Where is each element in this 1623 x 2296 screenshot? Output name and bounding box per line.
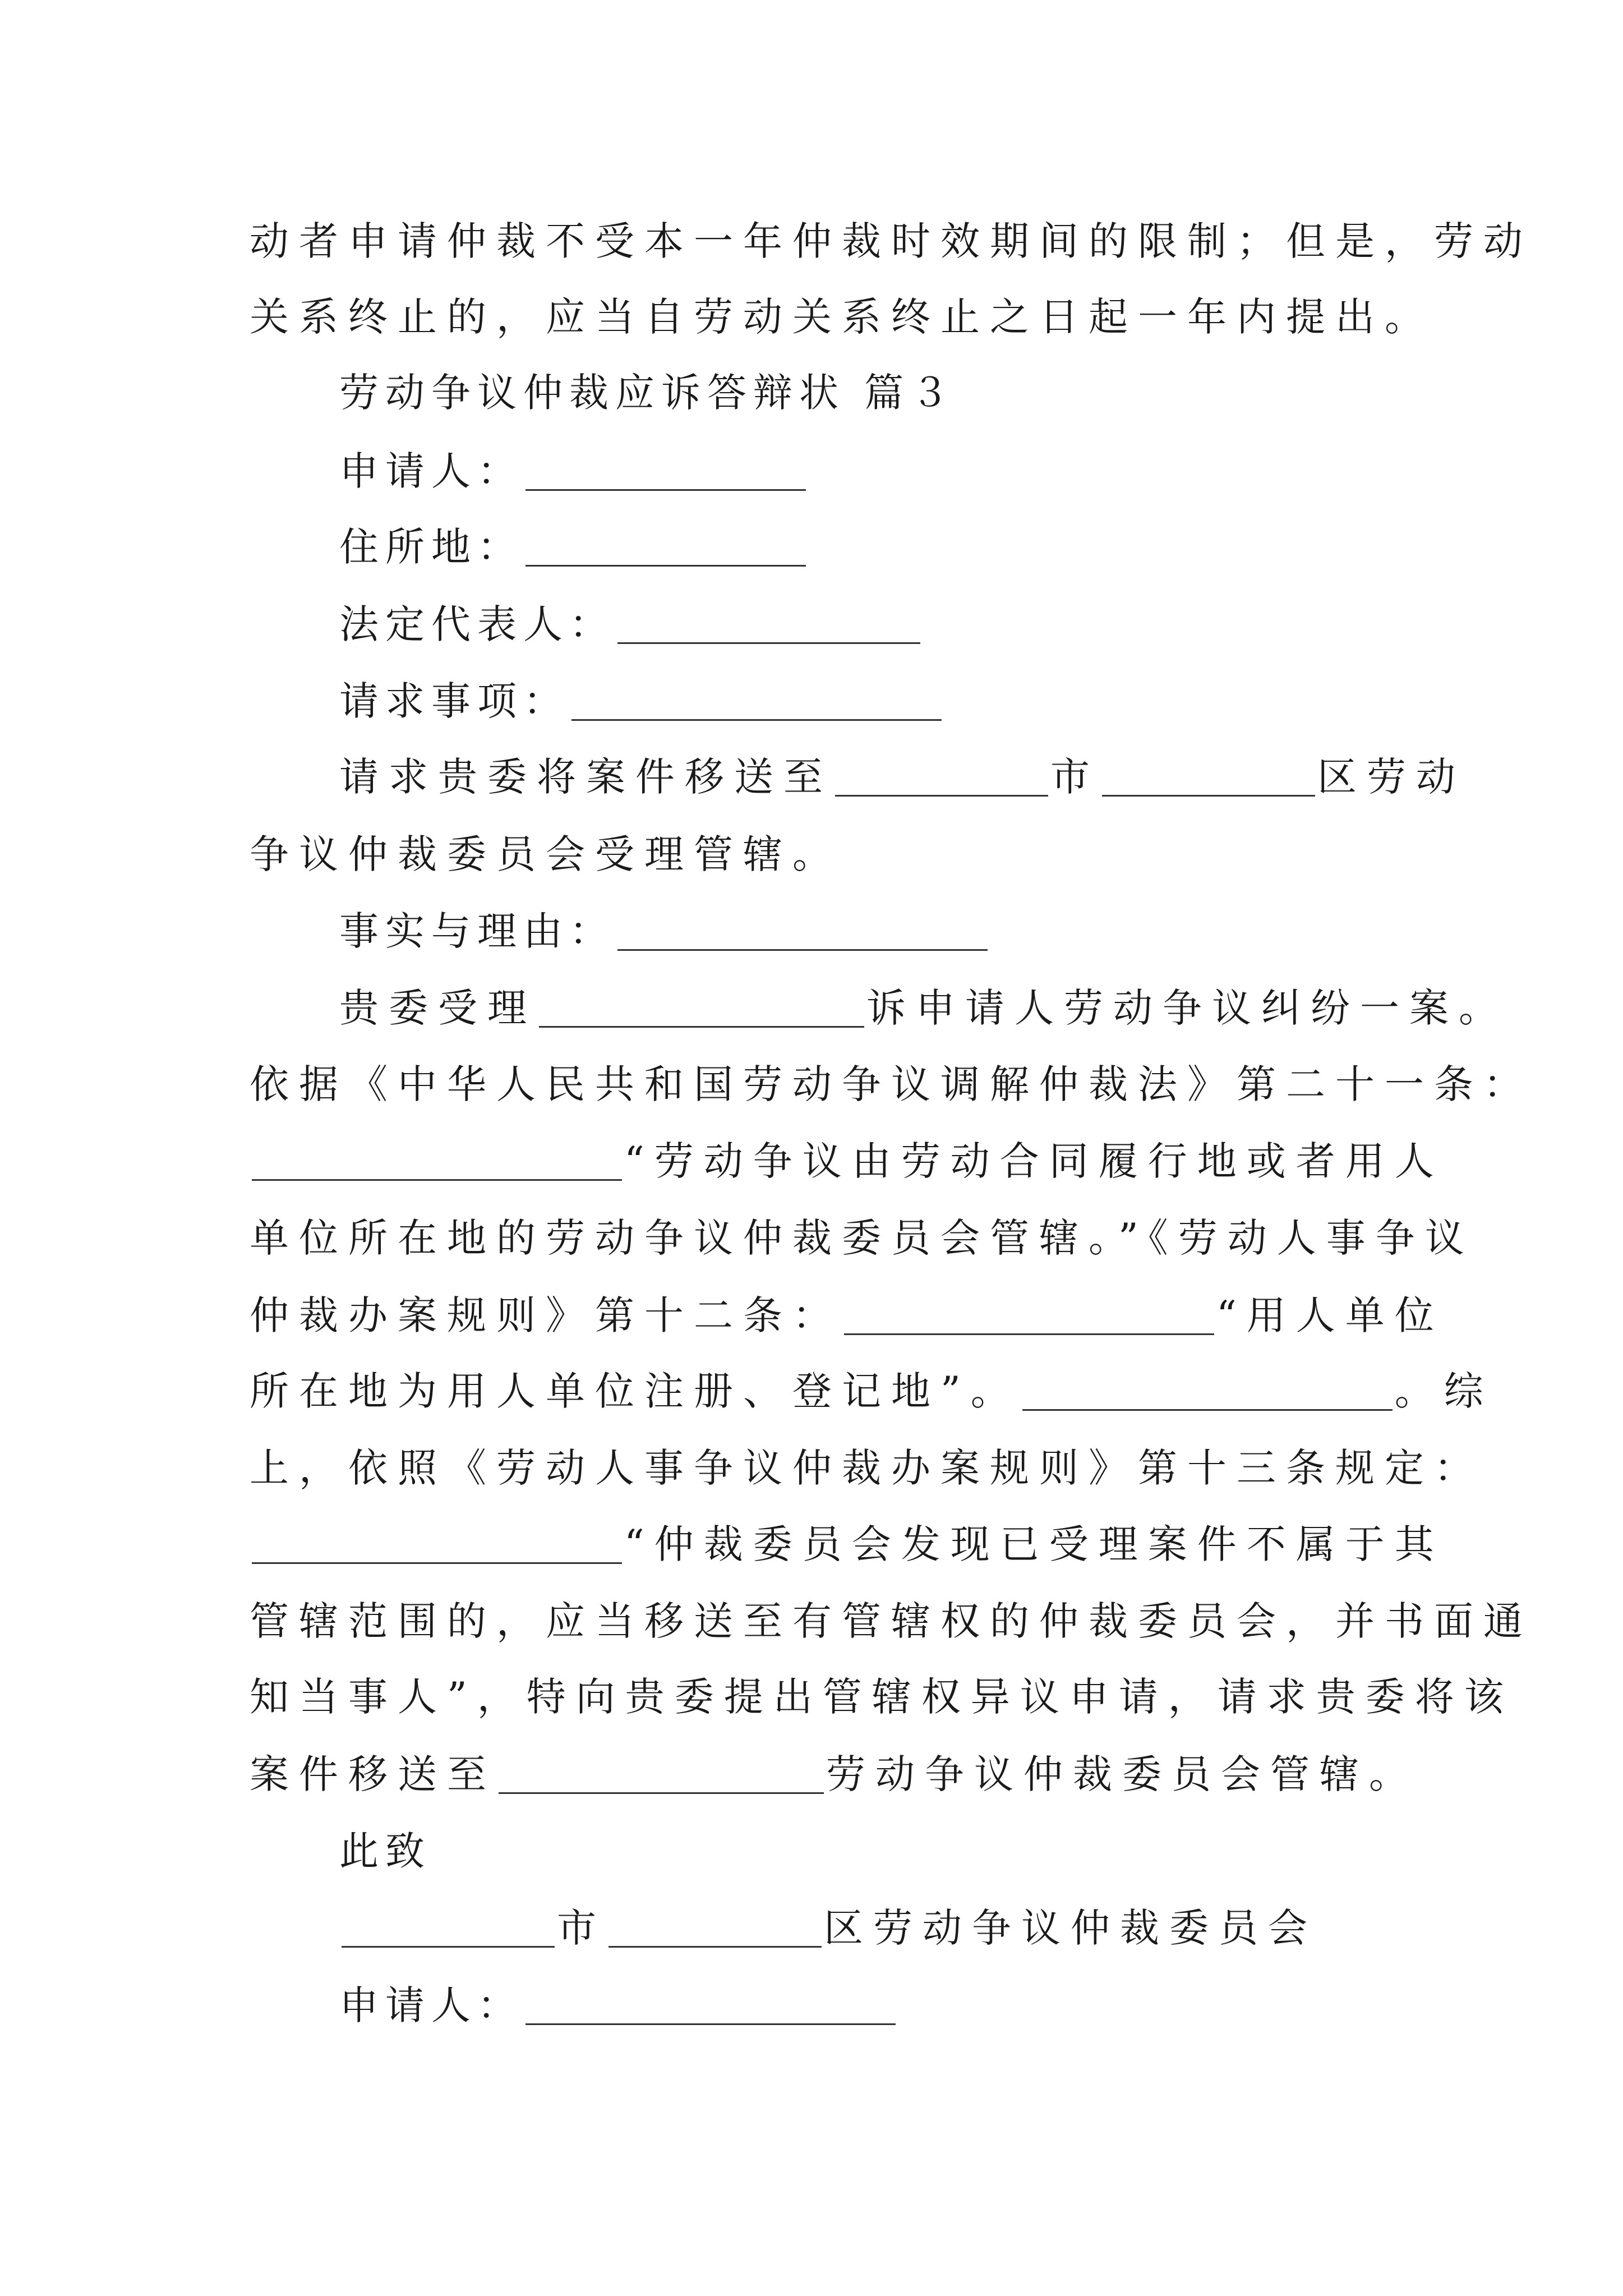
field-label: 请求事项： (339, 678, 569, 724)
text: 。综 (1394, 1368, 1493, 1414)
section-title (339, 370, 957, 416)
fill-blank (844, 1299, 1214, 1335)
text: 劳动争议仲裁应诉答辩状 篇３ (339, 370, 957, 416)
fill-blank (499, 1757, 824, 1794)
field-label: 申请人： (339, 1982, 523, 2028)
facts-line (250, 1215, 1474, 1261)
text: 贵委受理 (339, 985, 537, 1031)
body-text-line (250, 294, 1434, 340)
text: 区劳动争议仲裁委员会 (824, 1905, 1317, 1951)
text: 关系终止的，应当自劳动关系终止之日起一年内提出。 (250, 294, 1434, 340)
closing-salutation (339, 1828, 431, 1874)
text: 管辖范围的，应当移送至有管辖权的仲裁委员会，并书面通 (250, 1598, 1533, 1644)
text: 诉申请人劳动争议纠纷一案。 (866, 985, 1508, 1031)
text: 区劳动 (1317, 754, 1465, 800)
facts-line (250, 1751, 1418, 1797)
fill-blank (1022, 1374, 1393, 1411)
text: 案件移送至 (250, 1751, 496, 1797)
text: “劳动争议由劳动合同履行地或者用人 (624, 1138, 1444, 1184)
text: 仲裁办案规则》第十二条： (250, 1292, 842, 1338)
text: 市 (557, 1905, 606, 1951)
fill-blank (539, 991, 864, 1028)
closing-applicant-field (339, 1982, 898, 2028)
field-label: 事实与理由： (339, 908, 615, 954)
fill-blank (617, 608, 920, 644)
body-text-line (250, 218, 1533, 264)
text: 市 (1050, 754, 1100, 800)
request-body-line (250, 831, 842, 877)
facts-line (339, 985, 1508, 1031)
fill-blank (252, 1527, 622, 1564)
field-label: 住所地： (339, 524, 523, 570)
text: 知当事人”，特向贵委提出管辖权异议申请，请求贵委将该 (250, 1674, 1514, 1720)
text: 动者申请仲裁不受本一年仲裁时效期间的限制；但是，劳动 (250, 218, 1533, 264)
fill-blank (571, 684, 942, 721)
fill-blank (1102, 760, 1315, 797)
request-field (339, 678, 944, 724)
field-label: 申请人： (339, 448, 523, 494)
fill-blank (608, 1911, 822, 1948)
facts-field (339, 908, 990, 954)
legal-rep-field (339, 601, 923, 647)
fill-blank (525, 454, 806, 491)
text: 所在地为用人单位注册、登记地”。 (250, 1368, 1020, 1414)
address-field (339, 524, 808, 570)
facts-line (250, 1061, 1533, 1107)
fill-blank (525, 530, 806, 567)
text: “仲裁委员会发现已受理案件不属于其 (624, 1521, 1444, 1567)
fill-blank (617, 914, 988, 951)
text: 劳动争议仲裁委员会管辖。 (826, 1751, 1418, 1797)
fill-blank (525, 1989, 896, 2025)
applicant-field (339, 448, 808, 494)
field-label: 法定代表人： (339, 601, 615, 647)
facts-line (250, 1674, 1514, 1720)
text: 争议仲裁委员会受理管辖。 (250, 831, 842, 877)
text: 依据《中华人民共和国劳动争议调解仲裁法》第二十一条： (250, 1061, 1533, 1107)
fill-blank (835, 760, 1048, 797)
facts-line (250, 1292, 1444, 1338)
facts-line (250, 1368, 1493, 1414)
closing-recipient (339, 1905, 1317, 1951)
text: “用人单位 (1216, 1292, 1444, 1338)
text: 此致 (339, 1828, 431, 1874)
facts-line (250, 1521, 1444, 1567)
text: 单位所在地的劳动争议仲裁委员会管辖。”《劳动人事争议 (250, 1215, 1474, 1261)
text: 上，依照《劳动人事争议仲裁办案规则》第十三条规定： (250, 1445, 1483, 1491)
fill-blank (252, 1144, 622, 1181)
fill-blank (342, 1911, 555, 1948)
facts-line (250, 1445, 1483, 1491)
facts-line (250, 1138, 1444, 1184)
text: 请求贵委将案件移送至 (339, 754, 833, 800)
facts-line (250, 1598, 1533, 1644)
request-body-line (339, 754, 1465, 800)
